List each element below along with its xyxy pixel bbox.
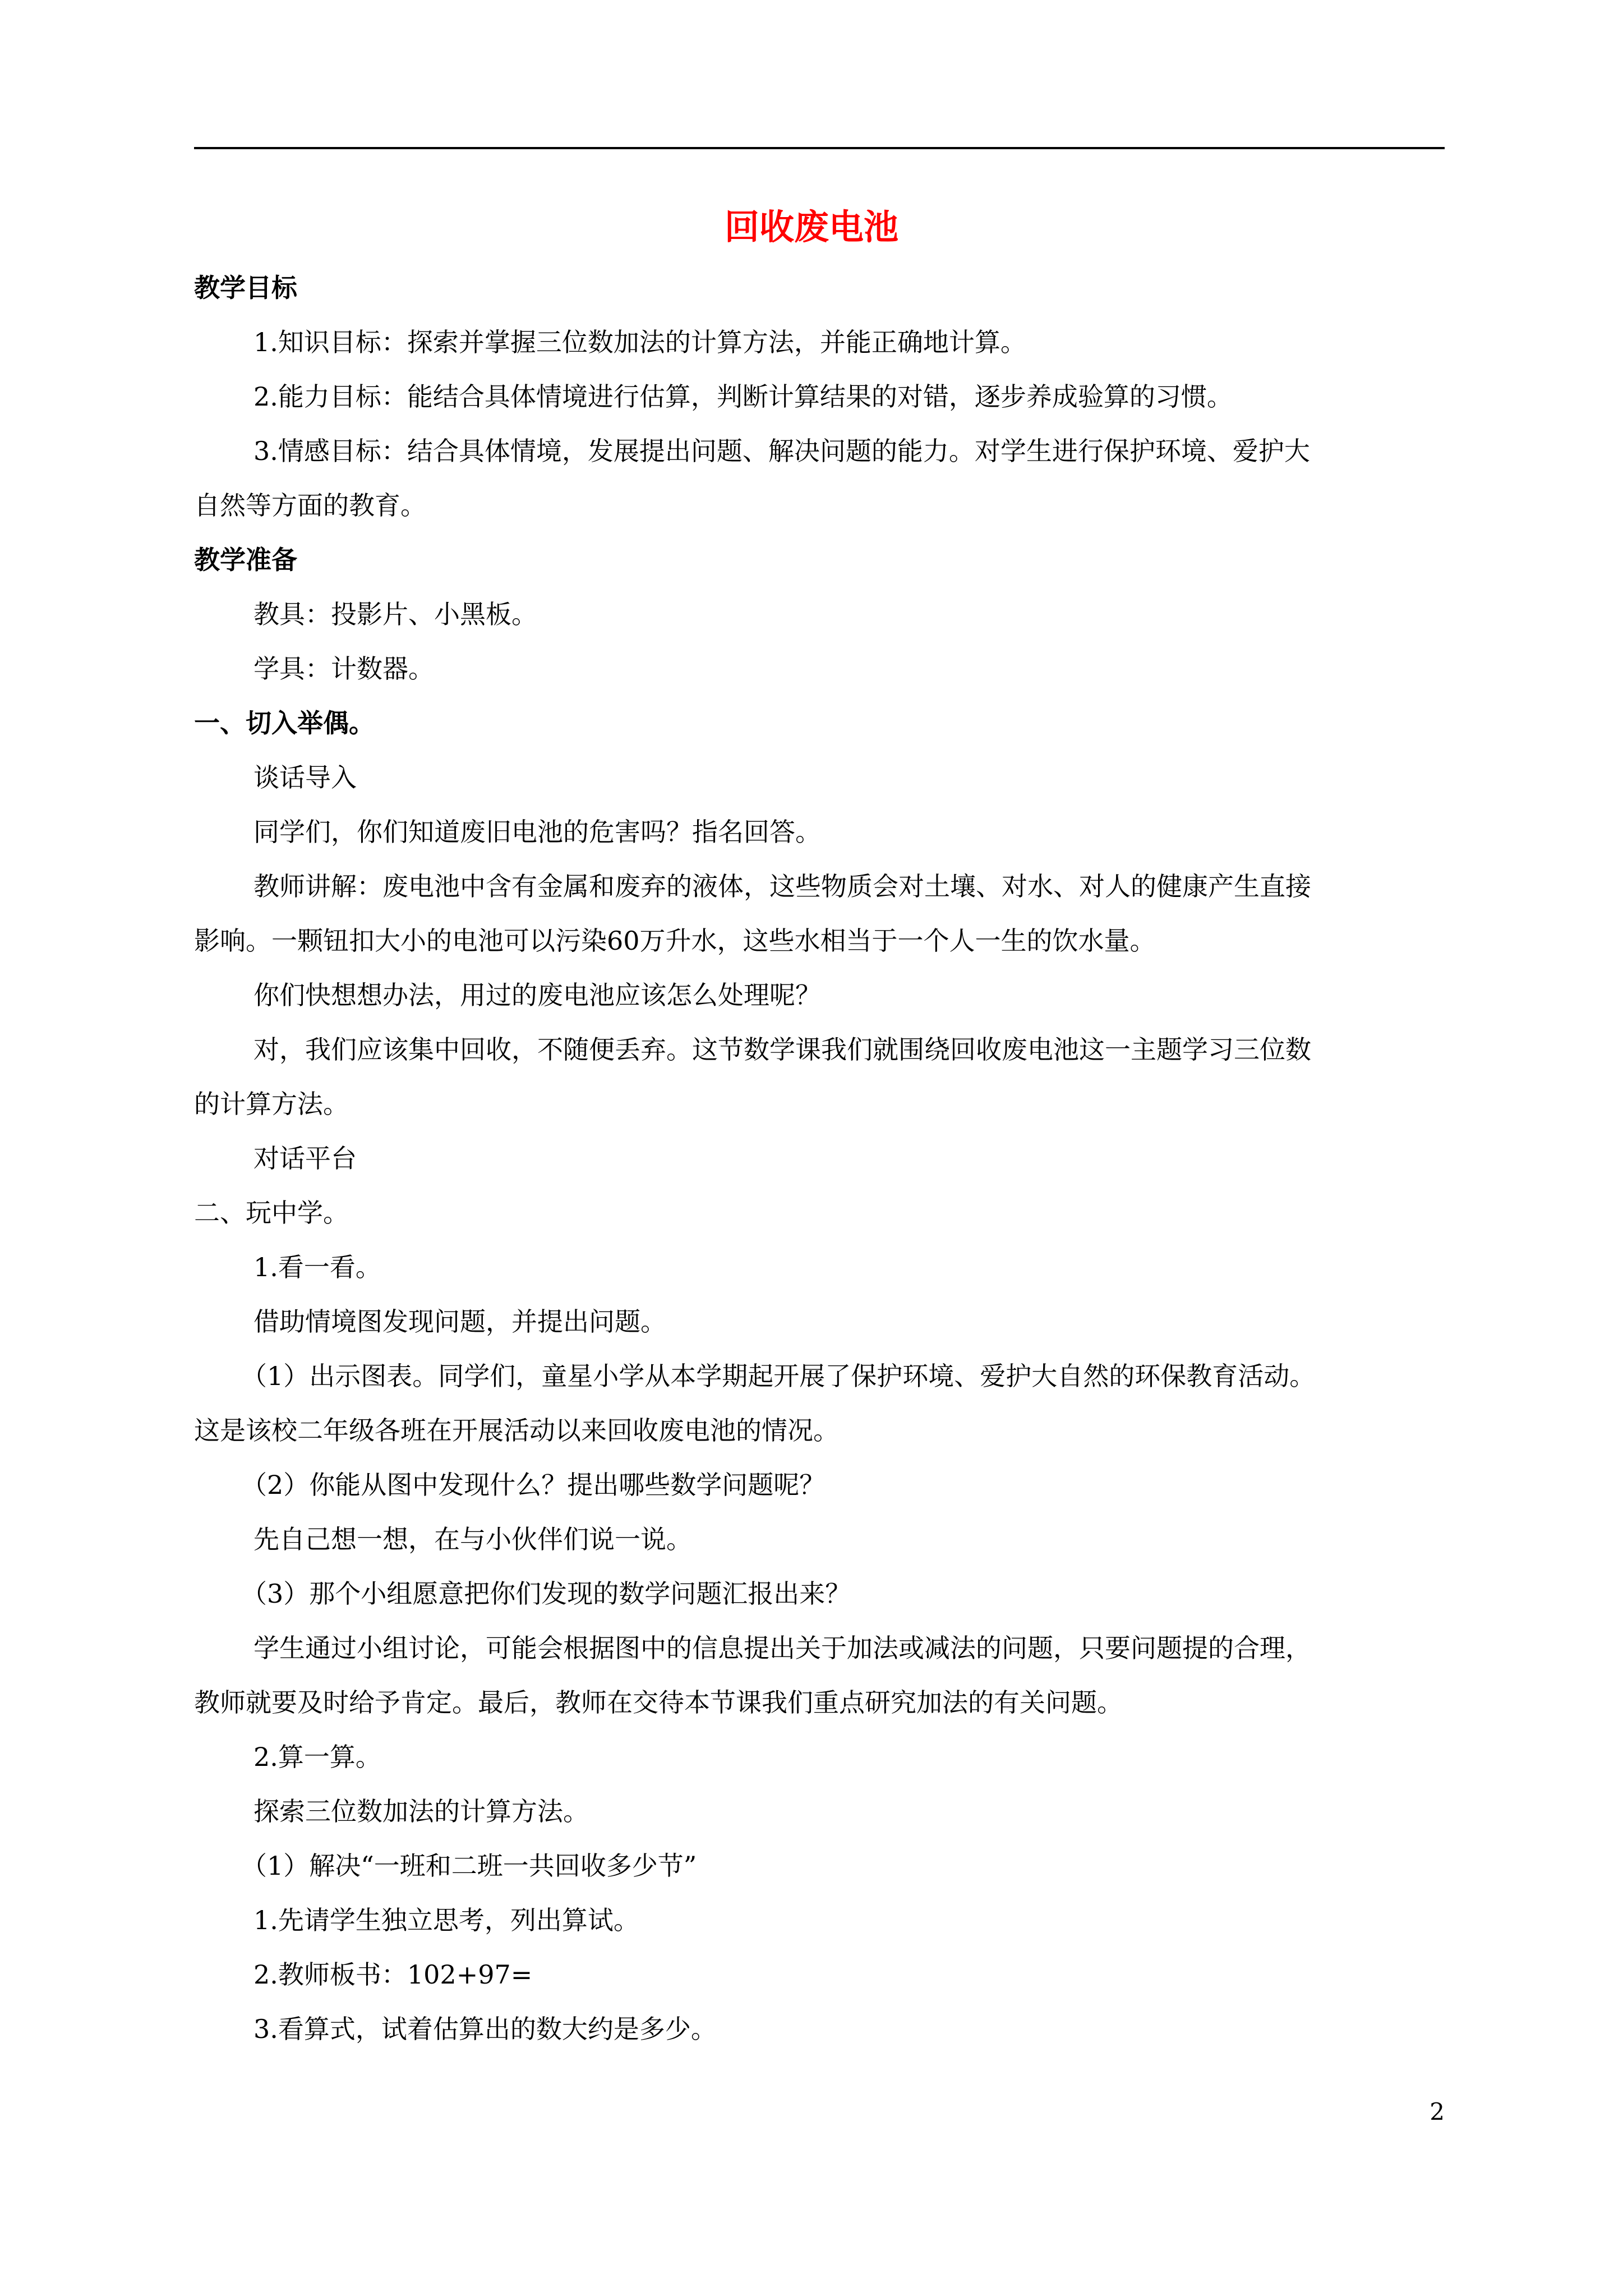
- header-rule: [194, 147, 1445, 149]
- paragraph-line: 对话平台: [253, 1143, 357, 1174]
- paragraph-line: 自然等方面的教育。: [194, 490, 426, 521]
- paragraph-line: 借助情境图发现问题，并提出问题。: [253, 1306, 666, 1337]
- section-heading-preparation: 教学准备: [194, 545, 297, 575]
- section-heading-intro: 一、切入举偶。: [194, 708, 375, 738]
- paragraph-line: 谈话导入: [253, 762, 357, 793]
- section-heading-objectives: 教学目标: [194, 273, 297, 303]
- section-heading-play: 二、玩中学。: [194, 1198, 349, 1228]
- paragraph-line: 教师就要及时给予肯定。最后，教师在交待本节课我们重点研究加法的有关问题。: [194, 1687, 1123, 1718]
- paragraph-line: 探索三位数加法的计算方法。: [253, 1796, 589, 1826]
- paragraph-line: （1）出示图表。同学们，童星小学从本学期起开展了保护环境、爱护大自然的环保教育活动。: [241, 1361, 1316, 1391]
- paragraph-line: 同学们，你们知道废旧电池的危害吗？指名回答。: [253, 817, 821, 847]
- paragraph-line: 2.教师板书：102+97=: [253, 1959, 533, 1990]
- page-number: 2: [1430, 2098, 1445, 2125]
- paragraph-line: 教具：投影片、小黑板。: [253, 599, 537, 629]
- paragraph-line: 影响。一颗钮扣大小的电池可以污染60万升水，这些水相当于一个人一生的饮水量。: [194, 926, 1156, 956]
- document-title: 回收废电池: [724, 206, 898, 247]
- paragraph-line: （2）你能从图中发现什么？提出哪些数学问题呢？: [241, 1470, 826, 1500]
- paragraph-line: 2.能力目标：能结合具体情境进行估算，判断计算结果的对错，逐步养成验算的习惯。: [253, 381, 1233, 412]
- paragraph-line: 2.算一算。: [253, 1742, 381, 1772]
- paragraph-line: 对，我们应该集中回收，不随便丢弃。这节数学课我们就围绕回收废电池这一主题学习三位数: [253, 1034, 1311, 1065]
- paragraph-line: 的计算方法。: [194, 1089, 349, 1119]
- paragraph-line: 你们快想想办法，用过的废电池应该怎么处理呢？: [253, 980, 821, 1010]
- paragraph-line: 3.看算式，试着估算出的数大约是多少。: [253, 2014, 717, 2044]
- paragraph-line: 1.先请学生独立思考，列出算试。: [253, 1905, 639, 1935]
- paragraph-line: 学生通过小组讨论，可能会根据图中的信息提出关于加法或减法的问题，只要问题提的合理，: [253, 1633, 1311, 1663]
- paragraph-line: 教师讲解：废电池中含有金属和废弃的液体，这些物质会对土壤、对水、对人的健康产生直接: [253, 871, 1311, 901]
- paragraph-line: （1）解决“一班和二班一共回收多少节”: [241, 1851, 697, 1881]
- paragraph-line: 1.看一看。: [253, 1252, 381, 1282]
- paragraph-line: 学具：计数器。: [253, 654, 434, 684]
- paragraph-line: 这是该校二年级各班在开展活动以来回收废电池的情况。: [194, 1415, 839, 1446]
- paragraph-line: 先自己想一想，在与小伙伴们说一说。: [253, 1524, 692, 1554]
- paragraph-line: 1.知识目标：探索并掌握三位数加法的计算方法，并能正确地计算。: [253, 327, 1026, 357]
- paragraph-line: 3.情感目标：结合具体情境，发展提出问题、解决问题的能力。对学生进行保护环境、爱护大: [253, 436, 1310, 466]
- paragraph-line: （3）那个小组愿意把你们发现的数学问题汇报出来？: [241, 1579, 851, 1609]
